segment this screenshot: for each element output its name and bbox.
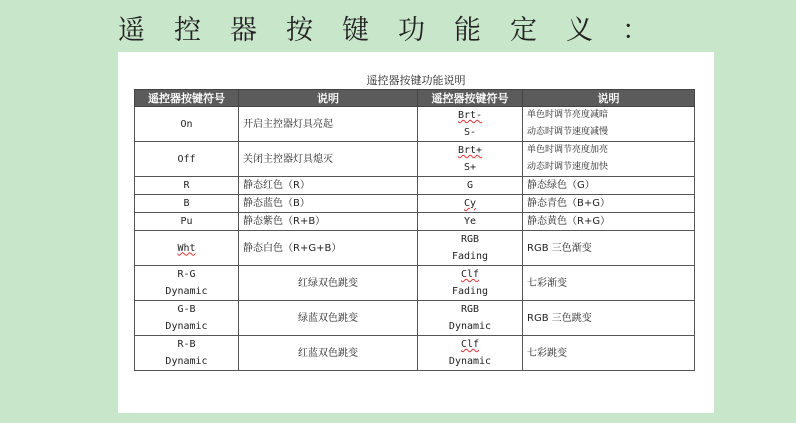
description-cell <box>239 336 418 371</box>
key-cell <box>418 336 523 371</box>
key-symbol: G-B <box>177 304 196 315</box>
description-text: 七彩渐变 <box>527 277 567 289</box>
description-cell <box>239 195 418 213</box>
description-cell <box>523 213 695 231</box>
table-title: 遥控器按键功能说明 <box>366 74 466 87</box>
key-symbol: Clf <box>460 339 480 350</box>
description-text: 静态红色（R） <box>243 180 310 191</box>
description-cell <box>523 195 695 213</box>
key-symbol: B <box>183 198 190 209</box>
key-symbol: G <box>466 180 474 191</box>
table-header-row <box>135 90 695 107</box>
description-cell <box>239 177 418 195</box>
header-key-symbol-2: 遥控器按键符号 <box>418 90 523 107</box>
description-text: 七彩跳变 <box>527 347 567 359</box>
key-cell <box>418 177 523 195</box>
key-symbol: Fading <box>451 286 489 297</box>
key-symbol: Dynamic <box>165 286 208 297</box>
description-cell <box>523 266 695 301</box>
key-symbol: Off <box>177 153 196 165</box>
key-symbol: Ye <box>463 216 477 227</box>
key-cell <box>135 107 239 142</box>
table-row <box>135 301 695 336</box>
key-symbol: RGB <box>460 304 480 315</box>
description-text: 静态黄色（R+G） <box>527 216 611 227</box>
description-text: 绿蓝双色跳变 <box>298 312 358 324</box>
key-cell <box>135 177 239 195</box>
key-cell <box>418 142 523 177</box>
description-text: 静态蓝色（B） <box>243 198 310 209</box>
key-symbol: Brt- <box>457 110 483 121</box>
header-key-symbol-1: 遥控器按键符号 <box>135 90 239 107</box>
key-symbol: Wht <box>177 242 196 254</box>
key-symbol: R-G <box>177 269 196 280</box>
description-cell <box>239 266 418 301</box>
key-symbol: On <box>180 118 193 130</box>
key-cell <box>135 231 239 266</box>
description-cell <box>523 231 695 266</box>
key-cell <box>418 266 523 301</box>
header-description-1: 说明 <box>239 90 418 107</box>
description-cell <box>239 213 418 231</box>
table-row <box>135 231 695 266</box>
key-cell <box>418 107 523 142</box>
key-cell <box>418 195 523 213</box>
description-text: 单色时调节亮度减暗 <box>527 110 609 120</box>
key-cell <box>135 336 239 371</box>
key-symbol: Dynamic <box>448 321 492 332</box>
description-cell <box>239 301 418 336</box>
description-cell <box>523 301 695 336</box>
key-cell <box>135 266 239 301</box>
description-text: 静态紫色（R+B） <box>243 216 326 227</box>
key-symbol: Brt+ <box>457 145 483 156</box>
key-cell <box>135 301 239 336</box>
header-description-2: 说明 <box>523 90 695 107</box>
key-symbol: Cy <box>463 198 477 209</box>
key-cell <box>135 213 239 231</box>
table-row <box>135 142 695 177</box>
description-text: 关闭主控器灯具熄灭 <box>243 153 333 165</box>
description-cell <box>523 107 695 142</box>
table-row <box>135 195 695 213</box>
key-symbol: Pu <box>180 216 193 227</box>
description-cell <box>523 177 695 195</box>
key-symbol: S- <box>463 127 477 138</box>
key-cell <box>418 301 523 336</box>
table-row <box>135 177 695 195</box>
description-text: 动态时调节速度减慢 <box>527 127 609 137</box>
description-text: 动态时调节速度加快 <box>527 162 609 172</box>
description-text: 开启主控器灯具亮起 <box>243 118 333 130</box>
key-symbol: Clf <box>460 269 480 280</box>
key-symbol: Fading <box>451 251 489 262</box>
table-row <box>135 266 695 301</box>
key-symbol: Dynamic <box>165 356 208 367</box>
description-text: RGB 三色跳变 <box>527 312 592 324</box>
table-row <box>135 336 695 371</box>
key-symbol: Dynamic <box>448 356 492 367</box>
description-text: 红绿双色跳变 <box>298 277 358 289</box>
key-symbol: S+ <box>463 162 477 173</box>
description-text: RGB 三色渐变 <box>527 242 592 254</box>
page-heading: 遥控器按键功能定义： <box>118 14 678 46</box>
description-text: 静态白色（R+G+B） <box>243 242 342 254</box>
description-text: 静态青色（B+G） <box>527 198 610 209</box>
remote-key-table <box>134 89 695 371</box>
description-cell <box>239 142 418 177</box>
description-text: 单色时调节亮度加亮 <box>527 145 609 155</box>
key-symbol: Dynamic <box>165 321 208 332</box>
key-cell <box>418 213 523 231</box>
description-cell <box>239 107 418 142</box>
table-row <box>135 213 695 231</box>
description-text: 静态绿色（G） <box>527 180 595 191</box>
description-cell <box>523 142 695 177</box>
key-cell <box>135 142 239 177</box>
description-text: 红蓝双色跳变 <box>298 347 358 359</box>
table-row <box>135 107 695 142</box>
description-cell <box>239 231 418 266</box>
key-symbol: R-B <box>177 339 196 350</box>
key-cell <box>418 231 523 266</box>
key-symbol: R <box>183 180 190 191</box>
description-cell <box>523 336 695 371</box>
key-cell <box>135 195 239 213</box>
key-symbol: RGB <box>460 234 480 245</box>
document-sheet <box>118 52 714 413</box>
